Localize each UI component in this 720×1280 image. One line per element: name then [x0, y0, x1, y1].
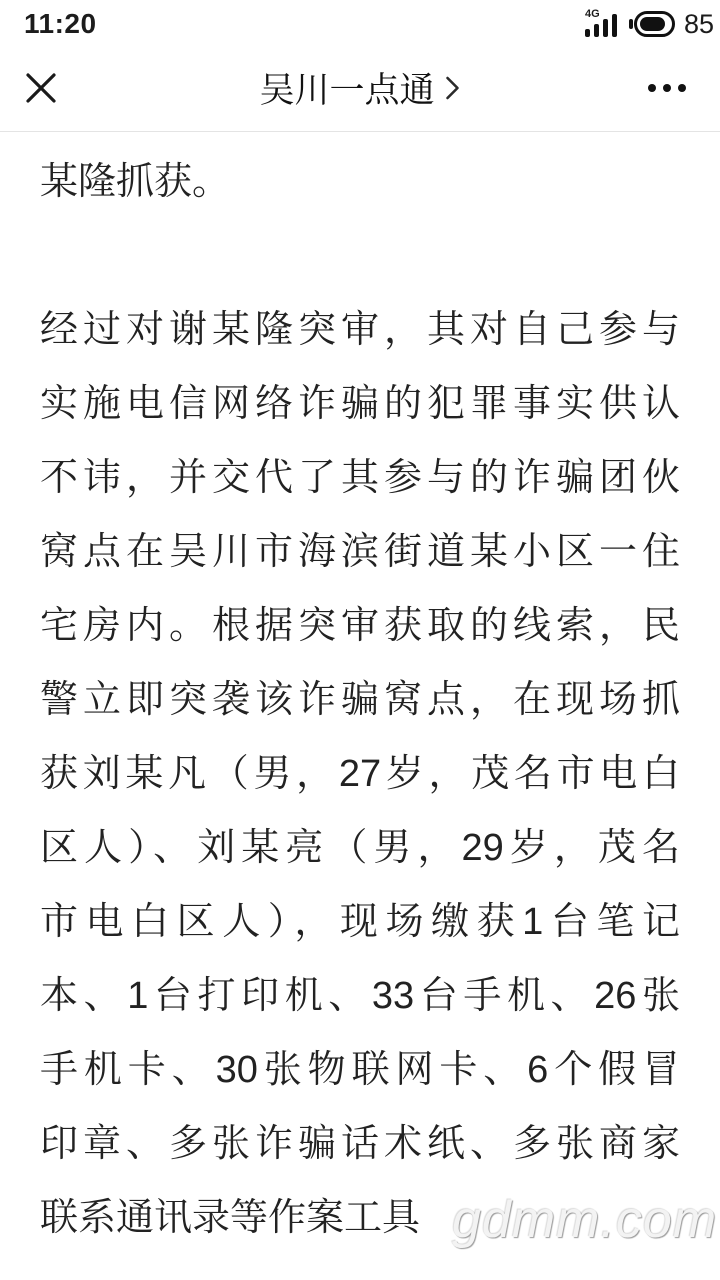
clock-time: 11:20	[24, 8, 97, 39]
status-bar	[0, 0, 720, 44]
article-paragraph	[40, 293, 680, 1255]
signal-bar	[585, 29, 590, 37]
signal-bar	[612, 14, 617, 37]
article-line: 实施电信网络诈骗的犯罪事实供认	[40, 383, 680, 425]
article-paragraph	[40, 145, 680, 219]
article-line: 警立即突袭该诈骗窝点，在现场抓	[40, 679, 680, 721]
more-dot	[663, 84, 671, 92]
more-menu-button[interactable]	[648, 71, 686, 105]
article-line: 区人）、刘某亮（男，29岁，茂名	[40, 827, 680, 869]
battery-fill	[640, 17, 665, 31]
article-line: 经过对谢某隆突审，其对自己参与	[40, 309, 680, 351]
page-title: 吴川一点通	[259, 70, 435, 110]
article-line: 市电白区人），现场缴获1台笔记	[40, 901, 680, 943]
article-line: 手机卡、30张物联网卡、6个假冒	[40, 1049, 680, 1091]
article-line: 本、1台打印机、33台手机、26张	[40, 975, 680, 1017]
nav-bar	[0, 44, 720, 132]
battery-percent-label: 85	[683, 8, 714, 39]
more-dot	[648, 84, 656, 92]
signal-bar	[603, 19, 608, 37]
signal-bar	[594, 24, 599, 37]
article-body	[0, 132, 720, 1255]
article-line: 宅房内。根据突审获取的线索，民	[40, 605, 680, 647]
status-icons	[585, 9, 714, 40]
article-line: 印章、多张诈骗话术纸、多张商家	[40, 1123, 680, 1165]
article-line: 某隆抓获。	[40, 161, 231, 203]
article-line: 不讳，并交代了其参与的诈骗团伙	[40, 457, 680, 499]
site-watermark: gdmm.com	[452, 1191, 718, 1249]
signal-bars-icon	[585, 14, 617, 37]
network-type-label: 4G	[584, 8, 600, 20]
chevron-right-icon	[446, 75, 461, 101]
battery-nub	[629, 19, 633, 29]
close-icon	[26, 73, 56, 103]
more-dot	[678, 84, 686, 92]
account-title-button[interactable]	[259, 63, 460, 113]
article-line: 窝点在吴川市海滨街道某小区一住	[40, 531, 680, 573]
article-line: 联系通讯录等作案工具	[40, 1197, 421, 1239]
cellular-signal-icon	[584, 8, 625, 37]
article-line: 获刘某凡（男，27岁，茂名市电白	[40, 753, 680, 795]
close-button[interactable]	[24, 71, 58, 105]
battery-icon	[634, 11, 675, 37]
